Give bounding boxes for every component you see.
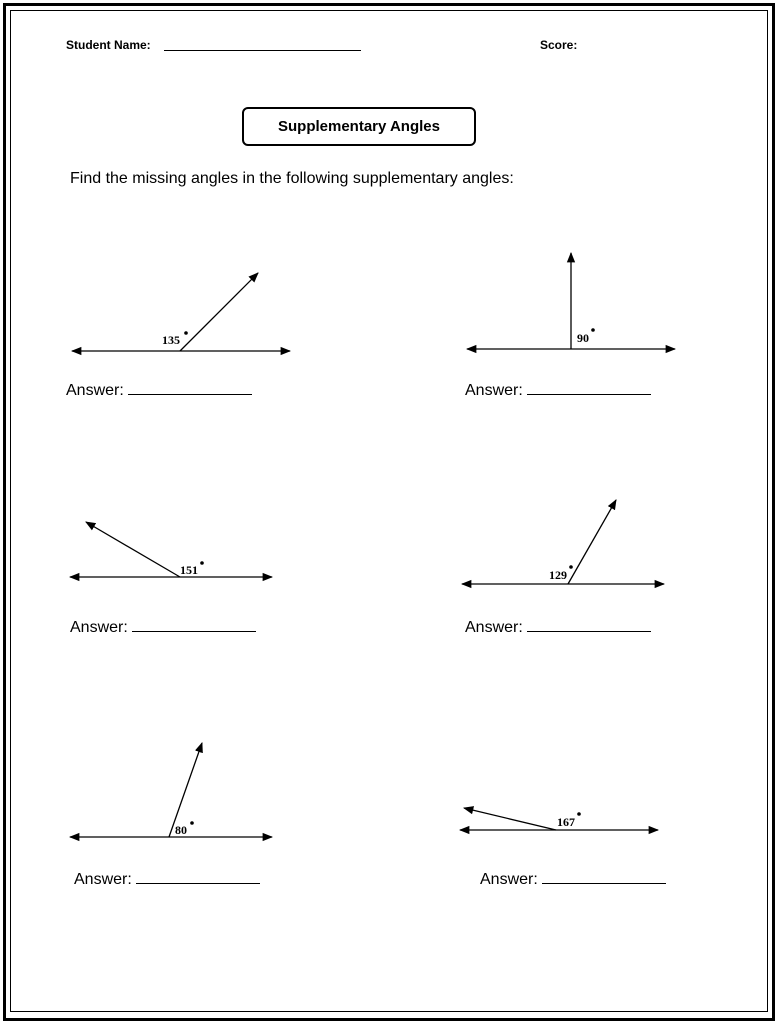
answer-row-1	[66, 378, 252, 400]
answer-label: Answer:	[480, 871, 538, 888]
answer-row-3	[70, 615, 256, 637]
answer-blank[interactable]	[132, 615, 256, 632]
degree-dot-1	[184, 331, 188, 335]
answer-blank[interactable]	[136, 867, 260, 884]
angle-label-5: 80	[175, 823, 187, 837]
degree-dot-3	[200, 561, 204, 565]
answer-row-4	[465, 615, 651, 637]
answer-label: Answer:	[70, 619, 128, 636]
angle-diagram-2	[467, 253, 675, 349]
degree-dot-4	[569, 565, 573, 569]
answer-row-2	[465, 378, 651, 400]
answer-row-5	[74, 867, 260, 889]
answer-blank[interactable]	[527, 378, 651, 395]
student-name-label: Student Name:	[66, 38, 151, 52]
worksheet-title: Supplementary Angles	[242, 107, 476, 146]
degree-dot-5	[190, 821, 194, 825]
angle-label-4: 129	[549, 568, 567, 582]
angle-label-6: 167	[557, 815, 575, 829]
score-label: Score:	[540, 38, 578, 52]
answer-blank[interactable]	[527, 615, 651, 632]
instructions: Find the missing angles in the following supplementary angles:	[70, 170, 514, 187]
angle-diagram-3	[70, 522, 272, 577]
answer-label: Answer:	[74, 871, 132, 888]
angle-label-3: 151	[180, 563, 198, 577]
angle-label-2: 90	[577, 331, 589, 345]
angle-label-1: 135	[162, 333, 180, 347]
angle-diagram-5	[70, 743, 272, 837]
answer-row-6	[480, 867, 666, 889]
answer-blank[interactable]	[128, 378, 252, 395]
angle-diagram-1	[72, 273, 290, 351]
answer-label: Answer:	[465, 382, 523, 399]
answer-label: Answer:	[465, 619, 523, 636]
answer-label: Answer:	[66, 382, 124, 399]
answer-blank[interactable]	[542, 867, 666, 884]
degree-dot-2	[591, 328, 595, 332]
degree-dot-6	[577, 812, 581, 816]
